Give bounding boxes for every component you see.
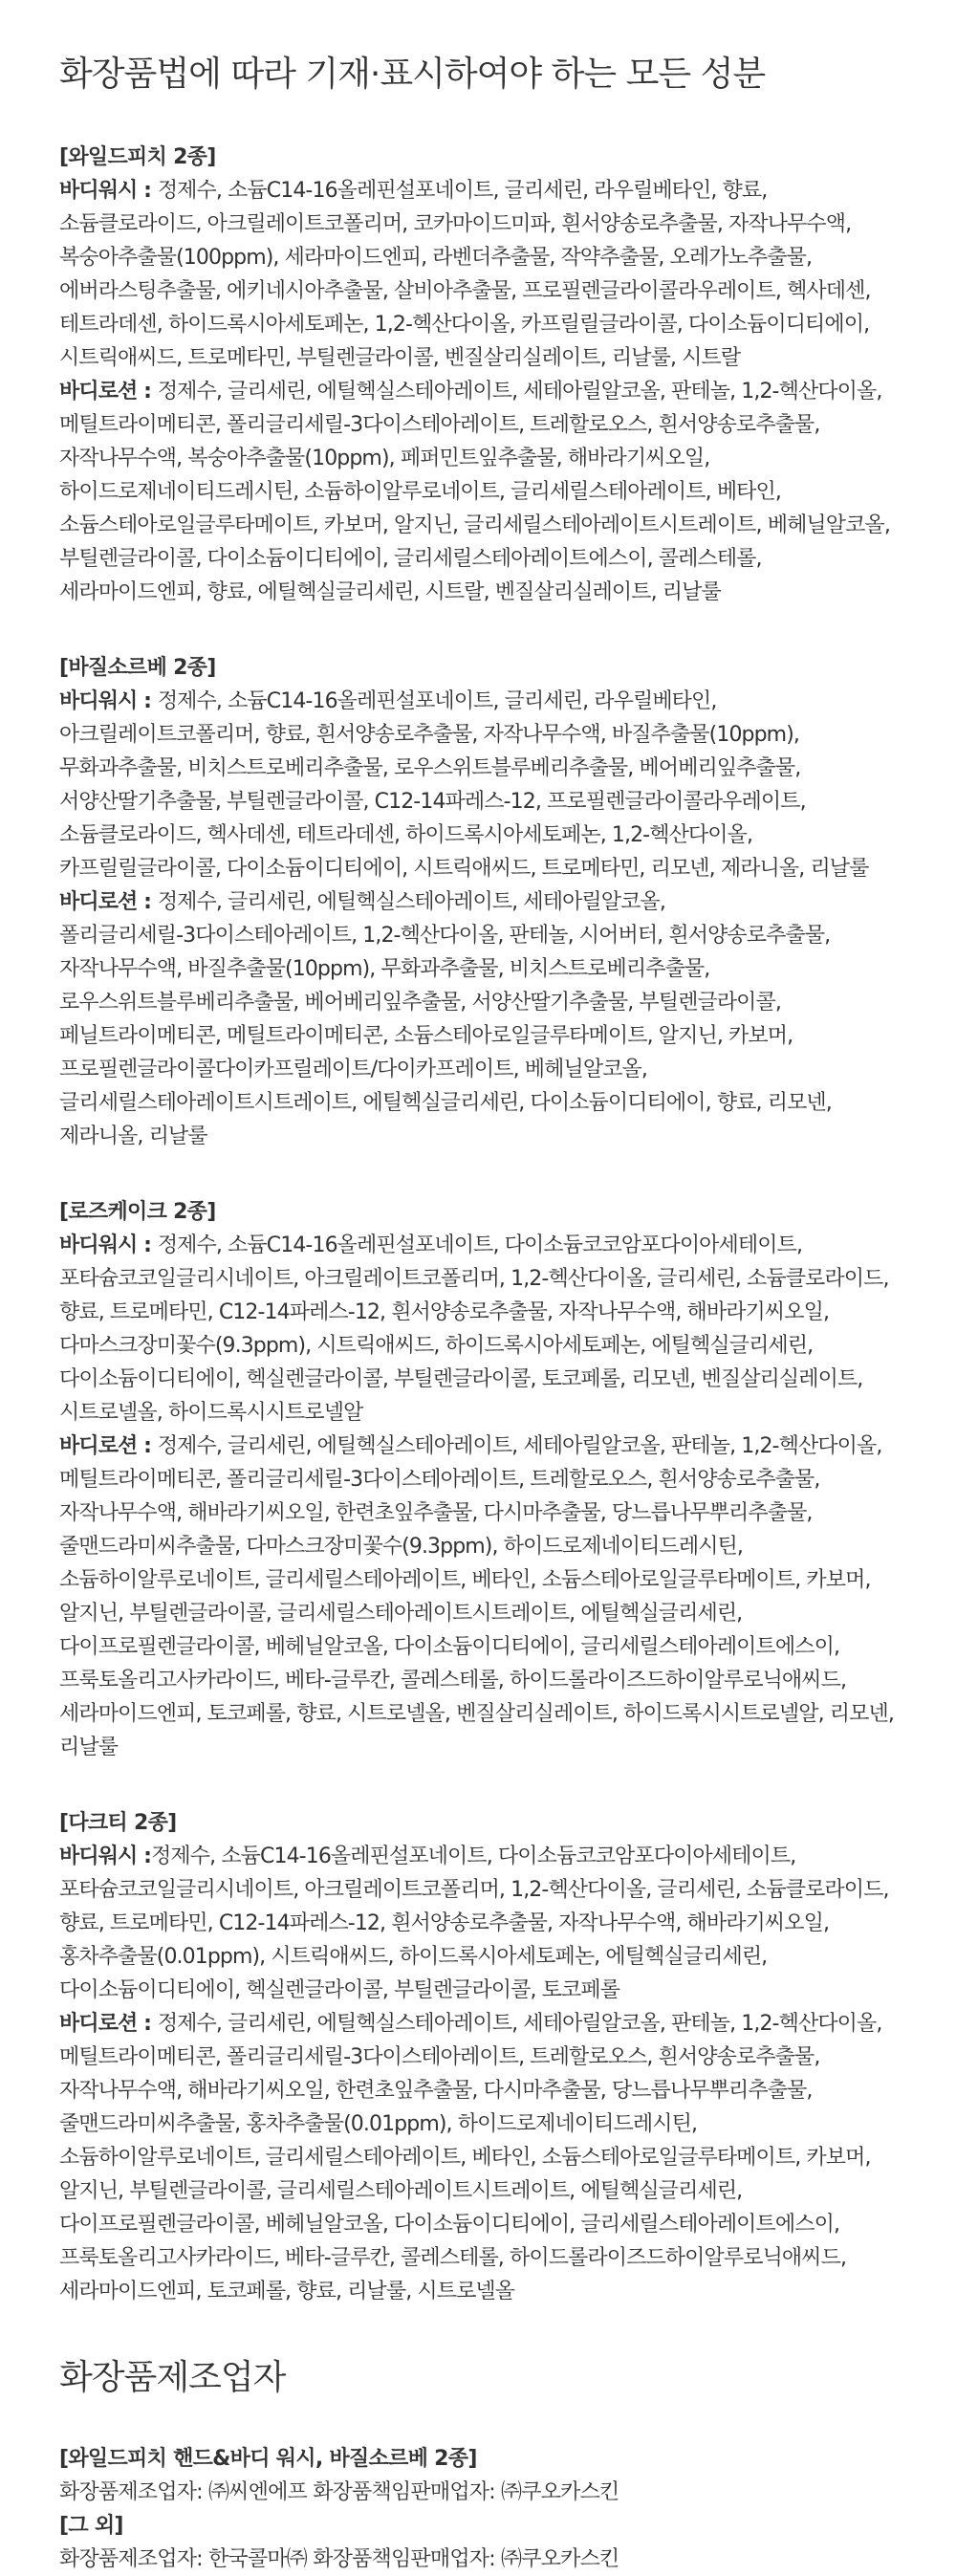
page-title: 화장품법에 따라 기재·표시하여야 하는 모든 성분 [59, 55, 766, 94]
ingredient-list: 정제수, 글리세린, 에틸헥실스테아레이트, 세테아릴알코올, 판테놀, 1,2-헥산다이올, 메틸트라이메티콘, 폴리글리세릴-3다이스테아레이트, 트레할로오스, 흰서양송로추출물, 자작나무수액, 해바라기씨오일, 한련초잎추출물, 다시마추출물, 당느릅나무뿌리추출물, 줄맨드라미씨추출물, 다마스크장미꽃수(9.3ppm), 하이드로제네이티드레시틴, 소듐하이알루로네이트, 글리세릴스테아레이트, 베타인, 소듐스테아로일글루타메이트, 카보머, 알지닌, 부틸렌글라이콜, 글리세릴스테아레이트시트레이트, 에틸헥실글리세린, 다이프로필렌글라이콜, 베헤닐알코올, 다이소듐이디티에이, 글리세릴스테아레이트에스이, 프룩토올리고사카라이드, 베타-글루칸, 콜레스테롤, 하이드롤라이즈드하이알루로닉애씨드, 세라마이드엔피, 토코페롤, 향료, 시트로넬올, 벤질살리실레이트, 하이드록시시트로넬알, 리모넨, 리날룰 [59, 1434, 894, 1759]
section-heading: [로즈케이크 2종] [59, 1200, 216, 1224]
ingredient-list: 정제수, 글리세린, 에틸헥실스테아레이트, 세테아릴알코올, 폴리글리세릴-3다이스테아레이트, 1,2-헥산다이올, 판테놀, 시어버터, 흰서양송로추출물, 자작나무수액, 바질추출물(10ppm), 무화과추출물, 비치스트로베리추출물, 로우스위트블루베리추출물, 베어베리잎추출물, 서양산딸기추출물, 부틸렌글라이콜, 페닐트라이메티콘, 메틸트라이메티콘, 소듐스테아로일글루타메이트, 알지닌, 카보머, 프로필렌글라이콜다이카프릴레이트/다이카프레이트, 베헤닐알코올, 글리세릴스테아레이트시트레이트, 에틸헥실글리세린, 다이소듐이디티에이, 향료, 리모넨, 제라니올, 리날룰 [59, 890, 832, 1148]
item-label: 바디로션 : [59, 890, 158, 914]
item-label: 바디로션 : [59, 1434, 158, 1458]
ingredient-item-body-lotion [59, 375, 897, 609]
ingredient-item-body-lotion [59, 885, 897, 1153]
section-heading: [다크티 2종] [59, 1811, 177, 1835]
manufacturer-group-heading: [와일드피치 핸드&바디 워시, 바질소르베 2종] [59, 2447, 477, 2471]
item-label: 바디워시 : [59, 689, 158, 713]
ingredient-item-body-wash [59, 174, 897, 375]
ingredient-list: 정제수, 소듐C14-16올레핀설포네이트, 글리세린, 라우릴베타인, 아크릴레이트코폴리머, 향료, 흰서양송로추출물, 자작나무수액, 바질추출물(10ppm), 무화과추출물, 비치스트로베리추출물, 로우스위트블루베리추출물, 베어베리잎추출물, 서양산딸기추출물, 부틸렌글라이콜, C12-14파레스-12, 프로필렌글라이콜라우레이트, 소듐클로라이드, 헥사데센, 테트라데센, 하이드록시아세토페논, 1,2-헥산다이올, 카프릴릴글라이콜, 다이소듐이디티에이, 시트릭애씨드, 트로메타민, 리모넨, 제라니올, 리날룰 [59, 689, 869, 881]
item-label: 바디워시 : [59, 179, 158, 203]
ingredient-list: 정제수, 소듐C14-16올레핀설포네이트, 다이소듐코코암포다이아세테이트, 포타슘코코일글리시네이트, 아크릴레이트코폴리머, 1,2-헥산다이올, 글리세린, 소듐클로라이드, 향료, 트로메타민, C12-14파레스-12, 흰서양송로추출물, 자작나무수액, 해바라기씨오일, 다마스크장미꽃수(9.3ppm), 시트릭애씨드, 하이드록시아세토페논, 에틸헥실글리세린, 다이소듐이디티에이, 헥실렌글라이콜, 부틸렌글라이콜, 토코페롤, 리모넨, 벤질살리실레이트, 시트로넬올, 하이드록시시트로넬알 [59, 1233, 889, 1425]
section-heading: [바질소르베 2종] [59, 656, 216, 680]
ingredient-list: 정제수, 글리세린, 에틸헥실스테아레이트, 세테아릴알코올, 판테놀, 1,2-헥산다이올, 메틸트라이메티콘, 폴리글리세릴-3다이스테아레이트, 트레할로오스, 흰서양송로추출물, 자작나무수액, 해바라기씨오일, 한련초잎추출물, 다시마추출물, 당느릅나무뿌리추출물, 줄맨드라미씨추출물, 홍차추출물(0.01ppm), 하이드로제네이티드레시틴, 소듐하이알루로네이트, 글리세릴스테아레이트, 베타인, 소듐스테아로일글루타메이트, 카보머, 알지닌, 부틸렌글라이콜, 글리세릴스테아레이트시트레이트, 에틸헥실글리세린, 다이프로필렌글라이콜, 베헤닐알코올, 다이소듐이디티에이, 글리세릴스테아레이트에스이, 프룩토올리고사카라이드, 베타-글루칸, 콜레스테롤, 하이드롤라이즈드하이알루로닉애씨드, 세라마이드엔피, 토코페롤, 향료, 리날룰, 시트로넬올 [59, 2012, 882, 2303]
manufacturer-line: 화장품제조업자: 한국콜마㈜ 화장품책임판매업자: ㈜쿠오카스킨 [59, 2547, 619, 2571]
ingredient-item-body-wash [59, 1840, 897, 2007]
ingredient-list: 정제수, 소듐C14-16올레핀설포네이트, 글리세린, 라우릴베타인, 향료, 소듐클로라이드, 아크릴레이트코폴리머, 코카마이드미파, 흰서양송로추출물, 자작나무수액, 복숭아추출물(100ppm), 세라마이드엔피, 라벤더추출물, 작약추출물, 오레가노추출물, 에버라스팅추출물, 에키네시아추출물, 살비아추출물, 프로필렌글라이콜라우레이트, 헥사데센, 테트라데센, 하이드록시아세토페논, 1,2-헥산다이올, 카프릴릴글라이콜, 다이소듐이디티에이, 시트릭애씨드, 트로메타민, 부틸렌글라이콜, 벤질살리실레이트, 리날룰, 시트랄 [59, 179, 871, 370]
product-section-wild-peach [59, 141, 897, 609]
ingredient-list: 정제수, 글리세린, 에틸헥실스테아레이트, 세테아릴알코올, 판테놀, 1,2-헥산다이올, 메틸트라이메티콘, 폴리글리세릴-3다이스테아레이트, 트레할로오스, 흰서양송로추출물, 자작나무수액, 복숭아추출물(10ppm), 페퍼민트잎추출물, 해바라기씨오일, 하이드로제네이티드레시틴, 소듐하이알루로네이트, 글리세릴스테아레이트, 베타인, 소듐스테아로일글루타메이트, 카보머, 알지닌, 글리세릴스테아레이트시트레이트, 베헤닐알코올, 부틸렌글라이콜, 다이소듐이디티에이, 글리세릴스테아레이트에스이, 콜레스테롤, 세라마이드엔피, 향료, 에틸헥실글리세린, 시트랄, 벤질살리실레이트, 리날룰 [59, 380, 890, 604]
ingredient-item-body-lotion [59, 2007, 897, 2308]
item-label: 바디로션 : [59, 2012, 158, 2036]
item-label: 바디워시 : [59, 1233, 158, 1257]
manufacturer-title: 화장품제조업자 [59, 2358, 286, 2397]
item-label: 바디로션 : [59, 380, 158, 404]
item-label: 바디워시 : [59, 1845, 152, 1868]
manufacturer-section [59, 2442, 897, 2576]
ingredient-list: 정제수, 소듐C14-16올레핀설포네이트, 다이소듐코코암포다이아세테이트, 포타슘코코일글리시네이트, 아크릴레이트코폴리머, 1,2-헥산다이올, 글리세린, 소듐클로라이드, 향료, 트로메타민, C12-14파레스-12, 흰서양송로추출물, 자작나무수액, 해바라기씨오일, 홍차추출물(0.01ppm), 시트릭애씨드, 하이드록시아세토페논, 에틸헥실글리세린,다이소듐이디티에이, 헥실렌글라이콜, 부틸렌글라이콜, 토코페롤 [59, 1845, 889, 2002]
manufacturer-group-heading: [그 외] [59, 2514, 123, 2538]
product-section-dark-tea [59, 1806, 897, 2308]
product-section-rose-cake [59, 1195, 897, 1764]
section-heading: [와일드피치 2종] [59, 145, 216, 169]
ingredient-item-body-wash [59, 1229, 897, 1430]
product-section-basil-sorbet [59, 651, 897, 1153]
ingredient-item-body-lotion [59, 1430, 897, 1764]
ingredient-item-body-wash [59, 685, 897, 885]
manufacturer-line: 화장품제조업자: ㈜씨엔에프 화장품책임판매업자: ㈜쿠오카스킨 [59, 2480, 619, 2504]
